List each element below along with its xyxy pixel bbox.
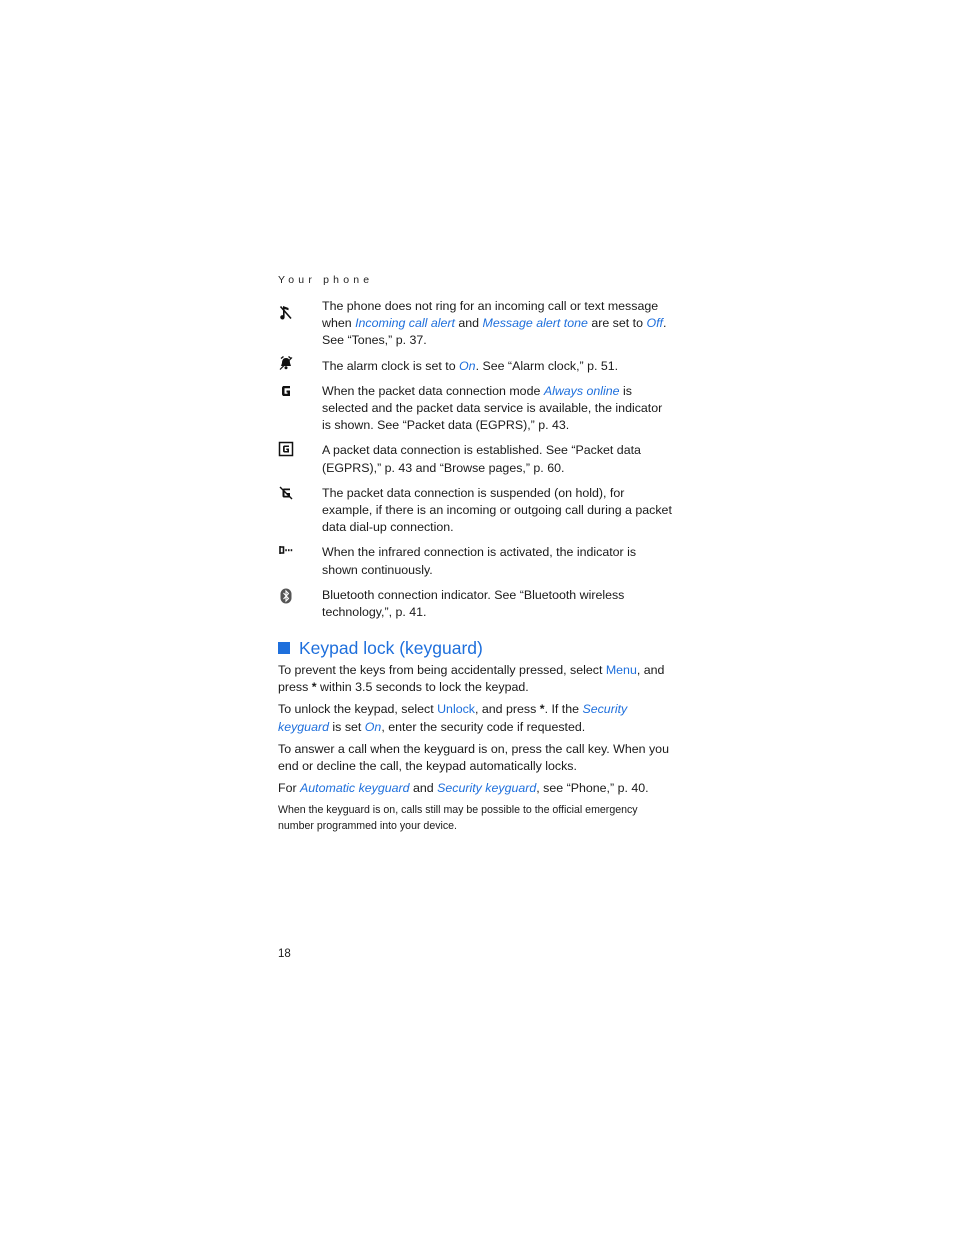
- on-setting-link: On: [459, 358, 476, 373]
- indicator-row: [278, 358, 678, 375]
- paragraph: For Automatic keyguard and Security keyguard, see “Phone,” p. 40.: [278, 781, 649, 796]
- indicator-description: When the packet data connection mode Always online is selected and the packet data service is available, the indicator is shown. See “Packet data (EGPRS),” p. 43.: [322, 383, 663, 433]
- indicator-description: The phone does not ring for an incoming call or text message when Incoming call alert and Message alert tone are set to Off. See “Tones,” p. 37.: [322, 299, 667, 348]
- bluetooth-icon: [278, 588, 296, 606]
- section-body: [278, 662, 674, 834]
- gprs-suspended-icon: [278, 485, 296, 503]
- indicator-row: [278, 485, 678, 537]
- incoming-call-alert-link: Incoming call alert: [355, 316, 455, 331]
- indicator-list: [278, 298, 678, 621]
- security-keyguard-link: Security keyguard: [278, 702, 628, 734]
- unlock-key-label: Unlock: [437, 702, 475, 717]
- always-online-link: Always online: [543, 383, 620, 398]
- paragraph: To prevent the keys from being accidentally pressed, select Menu, and press * within 3.5 seconds to lock the keypad.: [278, 663, 665, 695]
- page-number: 18: [278, 948, 291, 960]
- on-setting-link: On: [364, 719, 382, 734]
- section-heading: Keypad lock (keyguard): [278, 637, 483, 659]
- indicator-row: [278, 442, 678, 476]
- indicator-row: [278, 587, 678, 621]
- indicator-row: [278, 298, 678, 350]
- emergency-note: When the keyguard is on, calls still may be possible to the official emergency number programmed into your device.: [278, 804, 638, 833]
- paragraph: To answer a call when the keyguard is on, press the call key. When you end or decline the call, the keypad automatically locks.: [278, 741, 669, 774]
- indicator-description: When the infrared connection is activated, the indicator is shown continuously.: [322, 545, 637, 577]
- star-key-icon: *: [539, 702, 545, 717]
- infrared-icon: [278, 542, 296, 560]
- heading-square-icon: [278, 642, 290, 654]
- running-head: Your phone: [278, 274, 374, 286]
- off-setting-link: Off: [646, 316, 663, 331]
- indicator-description: The alarm clock is set to On. See “Alarm clock,” p. 51.: [322, 358, 619, 373]
- gprs-connected-icon: [278, 441, 296, 459]
- indicator-description: Bluetooth connection indicator. See “Bluetooth wireless technology,”, p. 41.: [322, 587, 625, 620]
- star-key-icon: *: [311, 680, 317, 695]
- indicator-row: [278, 383, 678, 435]
- gprs-available-icon: [278, 383, 296, 401]
- menu-key-label: Menu: [605, 663, 637, 677]
- automatic-keyguard-link: Automatic keyguard: [300, 781, 410, 796]
- paragraph: To unlock the keypad, select Unlock, and press *. If the Security keyguard is set On, enter the security code if requested.: [278, 702, 628, 734]
- indicator-description: A packet data connection is established. See “Packet data (EGPRS),” p. 43 and “Browse pages,” p. 60.: [322, 443, 641, 475]
- silent-ring-icon: [278, 304, 296, 322]
- message-alert-tone-link: Message alert tone: [482, 316, 588, 331]
- security-keyguard-link: Security keyguard: [437, 781, 537, 796]
- indicator-description: The packet data connection is suspended (on hold), for example, if there is an incoming or outgoing call during a packet data dial-up connection.: [322, 485, 672, 535]
- indicator-row: [278, 544, 678, 578]
- alarm-clock-icon: [278, 355, 296, 373]
